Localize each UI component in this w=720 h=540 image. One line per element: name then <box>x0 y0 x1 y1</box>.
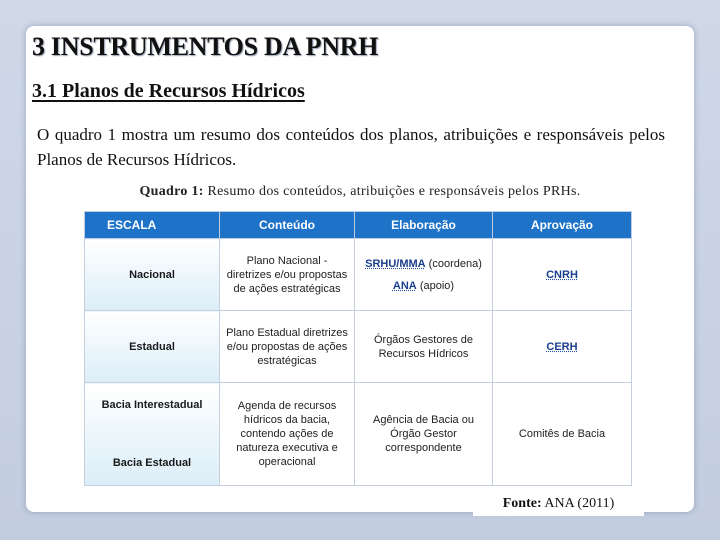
content-cell: Plano Estadual diretrizes e/ou propostas de ações estratégicas <box>220 311 355 383</box>
scale-top-label: Bacia Interestadual <box>101 399 203 411</box>
table-row <box>85 311 632 383</box>
section-heading: 3.1 Planos de Recursos Hídricos <box>32 80 305 102</box>
scale-cell <box>85 383 220 486</box>
elaboration-cell <box>355 239 493 311</box>
srhu-mma-link[interactable]: SRHU/MMA <box>365 257 426 270</box>
content-cell: Agenda de recursos hídricos da bacia, contendo ações de natureza executiva e operacional <box>220 383 355 486</box>
table-header-row <box>85 212 632 239</box>
scale-bottom-label: Bacia Estadual <box>112 457 192 469</box>
approval-cell: Comitês de Bacia <box>493 383 632 486</box>
scale-cell: Nacional <box>85 239 220 311</box>
srhu-note: (coordena) <box>425 257 482 270</box>
table-row <box>85 239 632 311</box>
source-text: ANA (2011) <box>541 496 615 511</box>
header-escala: ESCALA <box>85 212 220 239</box>
approval-cell <box>493 239 632 311</box>
plans-table <box>84 211 632 486</box>
approval-cell <box>493 311 632 383</box>
caption-text: Resumo dos conteúdos, atribuições e responsáveis pelos PRHs. <box>203 184 581 199</box>
ana-note: (apoio) <box>416 279 455 292</box>
slide-title: 3 INSTRUMENTOS DA PNRH <box>32 32 379 61</box>
content-cell: Plano Nacional - diretrizes e/ou propostas de ações estratégicas <box>220 239 355 311</box>
source-label: Fonte: <box>502 496 542 511</box>
elaboration-cell: Agência de Bacia ou Órgão Gestor correspondente <box>355 383 493 486</box>
scale-cell: Estadual <box>85 311 220 383</box>
caption-label: Quadro 1: <box>139 184 204 199</box>
table-caption <box>0 184 720 200</box>
source-note <box>473 492 644 516</box>
elaboration-cell: Órgãos Gestores de Recursos Hídricos <box>355 311 493 383</box>
cerh-link[interactable]: CERH <box>546 340 578 353</box>
header-aprovacao: Aprovação <box>493 212 632 239</box>
cnrh-link[interactable]: CNRH <box>546 268 578 281</box>
header-elaboracao: Elaboração <box>355 212 493 239</box>
intro-paragraph: O quadro 1 mostra um resumo dos conteúdos dos planos, atribuições e responsáveis pelos Planos de Recursos Hídricos. <box>37 125 665 169</box>
header-conteudo: Conteúdo <box>220 212 355 239</box>
table-row <box>85 383 632 486</box>
ana-link[interactable]: ANA <box>392 279 417 292</box>
